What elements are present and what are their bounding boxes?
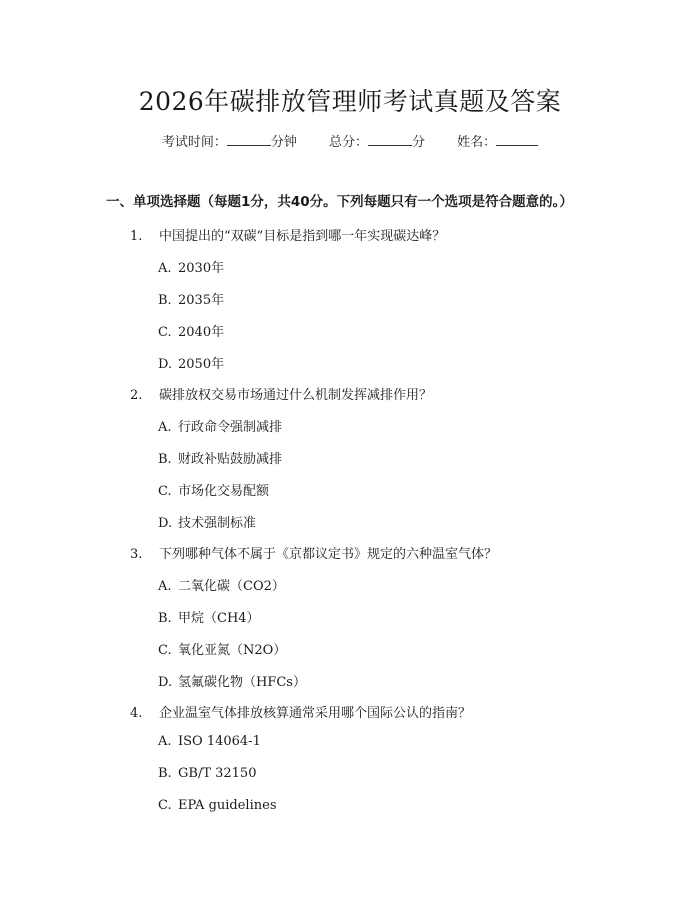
question-3-option-c xyxy=(158,639,286,658)
section-heading: 一、单项选择题（每题1分，共40分。下列每题只有一个选项是符合题意的。） xyxy=(106,194,573,210)
question-2-option-d xyxy=(158,512,256,531)
option-text: 2040年 xyxy=(178,325,225,340)
option-letter: C. xyxy=(158,484,172,499)
question-text: 企业温室气体排放核算通常采用哪个国际公认的指南？ xyxy=(159,706,472,721)
option-letter: B. xyxy=(158,766,172,781)
question-1-option-c xyxy=(158,321,224,340)
question-1-option-a xyxy=(158,257,224,276)
option-letter: A. xyxy=(158,420,172,435)
question-1 xyxy=(130,225,445,244)
exam-time-field xyxy=(162,131,297,150)
question-number: 3. xyxy=(130,547,143,562)
question-3-option-d xyxy=(158,671,306,690)
option-text: 行政命令强制减排 xyxy=(178,420,283,435)
name-blank xyxy=(496,133,538,146)
exam-time-label: 考试时间： xyxy=(161,135,227,150)
question-2 xyxy=(130,384,432,403)
question-4-option-c xyxy=(158,798,276,813)
exam-info-line xyxy=(0,131,700,150)
option-letter: B. xyxy=(158,452,172,467)
option-text: 甲烷（CH4） xyxy=(178,611,260,626)
question-2-option-b xyxy=(158,448,282,467)
option-letter: D. xyxy=(158,357,173,372)
name-label: 姓名： xyxy=(457,135,497,150)
exam-time-blank xyxy=(227,133,271,146)
total-score-unit: 分 xyxy=(412,135,426,150)
option-text: GB/T 32150 xyxy=(178,766,257,781)
option-text: 氢氟碳化物（HFCs） xyxy=(178,675,306,690)
total-score-field xyxy=(329,131,425,150)
question-text: 下列哪种气体不属于《京都议定书》规定的六种温室气体？ xyxy=(159,547,498,562)
question-4-option-b xyxy=(158,766,256,781)
option-text: 市场化交易配额 xyxy=(178,484,270,499)
option-letter: C. xyxy=(158,643,172,658)
option-text: ISO 14064-1 xyxy=(178,734,261,749)
option-text: 2030年 xyxy=(178,261,225,276)
question-text: 碳排放权交易市场通过什么机制发挥减排作用？ xyxy=(159,388,433,403)
option-text: 财政补贴鼓励减排 xyxy=(178,452,283,467)
option-letter: A. xyxy=(158,261,172,276)
option-letter: B. xyxy=(158,293,172,308)
option-text: 2050年 xyxy=(178,357,225,372)
option-letter: C. xyxy=(158,798,172,813)
option-letter: D. xyxy=(158,516,173,531)
option-letter: A. xyxy=(158,579,172,594)
question-3-option-b xyxy=(158,607,260,626)
question-4 xyxy=(130,702,471,721)
page-title: 2026年碳排放管理师考试真题及答案 xyxy=(138,87,562,116)
question-number: 2. xyxy=(130,388,143,403)
question-2-option-c xyxy=(158,480,269,499)
question-4-option-a xyxy=(158,734,261,749)
name-field xyxy=(457,131,538,150)
question-3 xyxy=(130,543,497,562)
question-1-option-d xyxy=(158,353,224,372)
question-1-option-b xyxy=(158,289,224,308)
total-score-blank xyxy=(368,133,412,146)
option-letter: B. xyxy=(158,611,172,626)
option-text: 氧化亚氮（N2O） xyxy=(178,643,287,658)
option-letter: A. xyxy=(158,734,172,749)
option-text: 技术强制标准 xyxy=(178,516,257,531)
exam-time-unit: 分钟 xyxy=(270,135,297,150)
question-number: 4. xyxy=(130,706,143,721)
option-text: 二氧化碳（CO2） xyxy=(178,579,285,594)
option-text: 2035年 xyxy=(178,293,225,308)
option-text: EPA guidelines xyxy=(178,798,277,813)
question-text: 中国提出的“双碳”目标是指到哪一年实现碳达峰？ xyxy=(159,229,446,244)
option-letter: D. xyxy=(158,675,173,690)
total-score-label: 总分： xyxy=(328,135,368,150)
option-letter: C. xyxy=(158,325,172,340)
question-number: 1. xyxy=(130,229,143,244)
question-2-option-a xyxy=(158,416,282,435)
question-3-option-a xyxy=(158,575,285,594)
